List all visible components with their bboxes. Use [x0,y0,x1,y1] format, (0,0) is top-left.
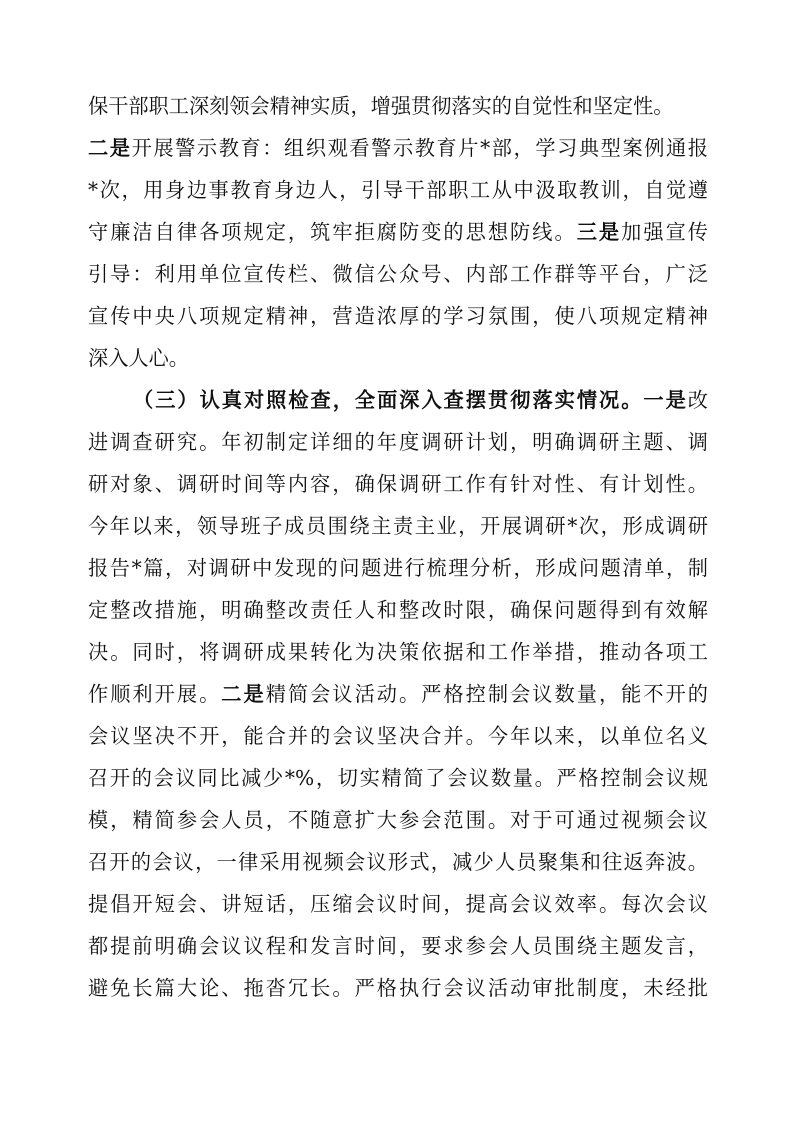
text-line [88,464,708,504]
text-span: 深入人心。 [88,346,189,370]
text-line [88,968,708,1008]
text-line [133,380,708,420]
text-span: 加强宣传 [621,220,708,244]
text-span: 避免长篇大论、拖沓冗长。严格执行会议活动审批制度，未经批 [88,976,708,1000]
text-line [88,842,708,882]
text-line [88,758,708,798]
text-span: *次，用身边事教育身边人，引导干部职工从中汲取教训，自觉遵 [88,178,708,202]
text-line [88,170,708,210]
text-span: 提倡开短会、讲短话，压缩会议时间，提高会议效率。每次会议 [88,892,708,916]
text-line [88,296,708,336]
text-span: 引导：利用单位宣传栏、微信公众号、内部工作群等平台，广泛 [88,262,708,286]
text-line [88,254,708,294]
text-line [88,86,708,126]
text-span: 守廉洁自律各项规定，筑牢拒腐防变的思想防线。 [88,220,577,244]
text-span: 作顺利开展。 [88,682,222,706]
text-line [88,422,708,462]
text-span: 宣传中央八项规定精神，营造浓厚的学习氛围，使八项规定精神 [88,304,708,328]
bold-text: 三是 [576,220,622,244]
text-span: 今年以来，领导班子成员围绕主责主业，开展调研*次，形成调研 [88,514,708,538]
text-span: 进调查研究。年初制定详细的年度调研计划，明确调研主题、调 [88,430,708,454]
document-page [88,0,708,1122]
text-line [88,716,708,756]
text-span: 召开的会议，一律采用视频会议形式，减少人员聚集和往返奔波。 [88,850,708,874]
text-span: 决。同时，将调研成果转化为决策依据和工作举措，推动各项工 [88,640,708,664]
text-line [88,926,708,966]
text-span: 研对象、调研时间等内容，确保调研工作有针对性、有计划性。 [88,472,708,496]
text-span: 模，精简参会人员，不随意扩大参会范围。对于可通过视频会议 [88,808,708,832]
text-span: 改 [687,388,708,412]
text-span: 定整改措施，明确整改责任人和整改时限，确保问题得到有效解 [88,598,708,622]
text-line [88,590,708,630]
text-line [88,128,708,168]
bold-text: 二是 [88,136,132,160]
text-span: 开展警示教育：组织观看警示教育片*部，学习典型案例通报 [131,136,708,160]
text-span: 保干部职工深刻领会精神实质，增强贯彻落实的自觉性和坚定性。 [88,94,674,118]
text-line [88,674,708,714]
text-line [88,884,708,924]
text-line [88,338,708,378]
bold-text: 二是 [221,682,266,706]
text-line [88,506,708,546]
text-span: 精简会议活动。严格控制会议数量，能不开的 [265,682,708,706]
text-span: 都提前明确会议议程和发言时间，要求参会人员围绕主题发言， [88,934,708,958]
bold-text: （三）认真对照检查，全面深入查摆贯彻落实情况。一是 [133,388,688,412]
text-span: 会议坚决不开，能合并的会议坚决合并。今年以来，以单位名义 [88,724,708,748]
text-line [88,548,708,588]
text-line [88,212,708,252]
text-line [88,632,708,672]
text-line [88,800,708,840]
text-span: 召开的会议同比减少*%，切实精简了会议数量。严格控制会议规 [88,766,708,790]
text-span: 报告*篇，对调研中发现的问题进行梳理分析，形成问题清单，制 [88,556,708,580]
